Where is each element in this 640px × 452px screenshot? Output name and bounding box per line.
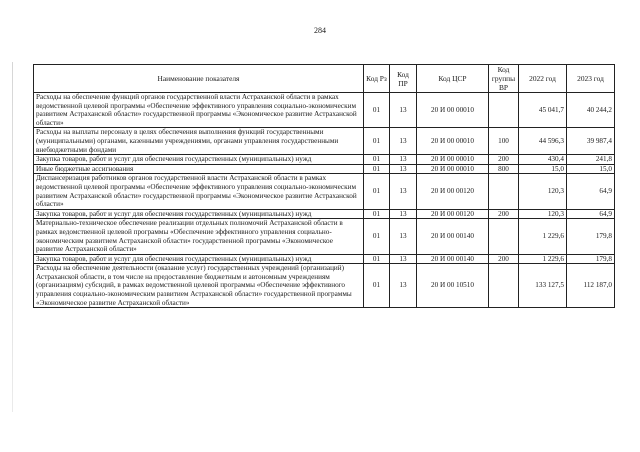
row-name: Закупка товаров, работ и услуг для обеспечения государственных (муниципальных) нужд: [34, 254, 364, 264]
row-csr: 20 И 00 00010: [417, 164, 489, 174]
row-2022: 44 596,3: [519, 128, 567, 155]
table-row: [34, 264, 615, 308]
budget-table: [33, 64, 615, 308]
row-rz: 01: [364, 155, 390, 165]
row-rz: 01: [364, 264, 390, 308]
row-pr: 13: [390, 219, 417, 254]
table-row: [34, 209, 615, 219]
header-csr: Код ЦСР: [417, 65, 489, 93]
row-pr: 13: [390, 93, 417, 128]
row-rz: 01: [364, 254, 390, 264]
table-row: [34, 219, 615, 254]
scan-edge-mark: [12, 62, 13, 412]
row-2022: 430,4: [519, 155, 567, 165]
row-csr: 20 И 00 00010: [417, 93, 489, 128]
table-header-row: [34, 65, 615, 93]
row-pr: 13: [390, 155, 417, 165]
row-pr: 13: [390, 264, 417, 308]
row-rz: 01: [364, 93, 390, 128]
row-rz: 01: [364, 128, 390, 155]
row-vr: 200: [489, 209, 519, 219]
row-csr: 20 И 00 00010: [417, 155, 489, 165]
row-name: Материально-техническое обеспечение реализации отдельных полномочий Астраханской области в рамках ведомственной целевой программы «Обеспечение эффективного управления социально-экономическим развитием Астраханской области» государственной программы «Экономическое развитие Астраханской области»: [34, 219, 364, 254]
row-pr: 13: [390, 164, 417, 174]
row-csr: 20 И 00 00120: [417, 209, 489, 219]
table-row: [34, 93, 615, 128]
row-2023: 112 187,0: [567, 264, 615, 308]
row-2022: 1 229,6: [519, 219, 567, 254]
row-pr: 13: [390, 174, 417, 209]
row-2022: 15,0: [519, 164, 567, 174]
row-2023: 241,8: [567, 155, 615, 165]
header-2023: 2023 год: [567, 65, 615, 93]
row-vr: [489, 93, 519, 128]
row-name: Расходы на обеспечение функций органов государственной власти Астраханской области в рамках ведомственной целевой программы «Обеспечение эффективного управления социально-экономическим развитием Астраханской области» государственной программы «Экономическое развитие Астраханской области»: [34, 93, 364, 128]
row-vr: [489, 174, 519, 209]
row-vr: [489, 264, 519, 308]
table-row: [34, 155, 615, 165]
row-2023: 64,9: [567, 209, 615, 219]
row-2022: 120,3: [519, 209, 567, 219]
row-name: Диспансеризация работников органов государственной власти Астраханской области в рамках ведомственной целевой программы «Обеспечение эффективного управления социально-экономическим развитием Астраханской области» государственной программы «Экономическое развитие Астраханской области»: [34, 174, 364, 209]
page-number: 284: [314, 26, 326, 35]
row-csr: 20 И 00 00010: [417, 128, 489, 155]
row-2023: 64,9: [567, 174, 615, 209]
row-name: Расходы на обеспечение деятельности (оказание услуг) государственных учреждений (организаций) Астраханской области, в том числе на предоставление бюджетным и автономным учреждениям (организациям) субсидий, в рамках ведомственной целевой программы «Обеспечение эффективного управления социально-экономическим развитием Астраханской области» государственной программы «Экономическое развитие Астраханской области»: [34, 264, 364, 308]
row-pr: 13: [390, 128, 417, 155]
row-csr: 20 И 00 00140: [417, 219, 489, 254]
row-rz: 01: [364, 219, 390, 254]
row-2022: 120,3: [519, 174, 567, 209]
table-row: [34, 164, 615, 174]
row-csr: 20 И 00 10510: [417, 264, 489, 308]
row-2023: 39 987,4: [567, 128, 615, 155]
row-rz: 01: [364, 174, 390, 209]
row-name: Закупка товаров, работ и услуг для обеспечения государственных (муниципальных) нужд: [34, 155, 364, 165]
table-row: [34, 254, 615, 264]
row-rz: 01: [364, 164, 390, 174]
row-2023: 15,0: [567, 164, 615, 174]
header-name: Наименование показателя: [34, 65, 364, 93]
header-rz: Код Рз: [364, 65, 390, 93]
row-pr: 13: [390, 209, 417, 219]
row-rz: 01: [364, 209, 390, 219]
row-pr: 13: [390, 254, 417, 264]
header-pr: Код ПР: [390, 65, 417, 93]
row-vr: 200: [489, 254, 519, 264]
row-2022: 133 127,5: [519, 264, 567, 308]
row-2022: 1 229,6: [519, 254, 567, 264]
row-csr: 20 И 00 00140: [417, 254, 489, 264]
row-2023: 179,8: [567, 219, 615, 254]
row-2022: 45 041,7: [519, 93, 567, 128]
row-vr: 800: [489, 164, 519, 174]
table-row: [34, 128, 615, 155]
row-2023: 40 244,2: [567, 93, 615, 128]
row-name: Закупка товаров, работ и услуг для обеспечения государственных (муниципальных) нужд: [34, 209, 364, 219]
row-vr: [489, 219, 519, 254]
row-2023: 179,8: [567, 254, 615, 264]
row-vr: 100: [489, 128, 519, 155]
row-name: Расходы на выплаты персоналу в целях обеспечения выполнения функций государственными (муниципальными) органами, казенными учреждениями, органами управления государственными внебюджетными фондами: [34, 128, 364, 155]
header-2022: 2022 год: [519, 65, 567, 93]
table-row: [34, 174, 615, 209]
header-vr: Код группы ВР: [489, 65, 519, 93]
row-vr: 200: [489, 155, 519, 165]
row-name: Иные бюджетные ассигнования: [34, 164, 364, 174]
row-csr: 20 И 00 00120: [417, 174, 489, 209]
